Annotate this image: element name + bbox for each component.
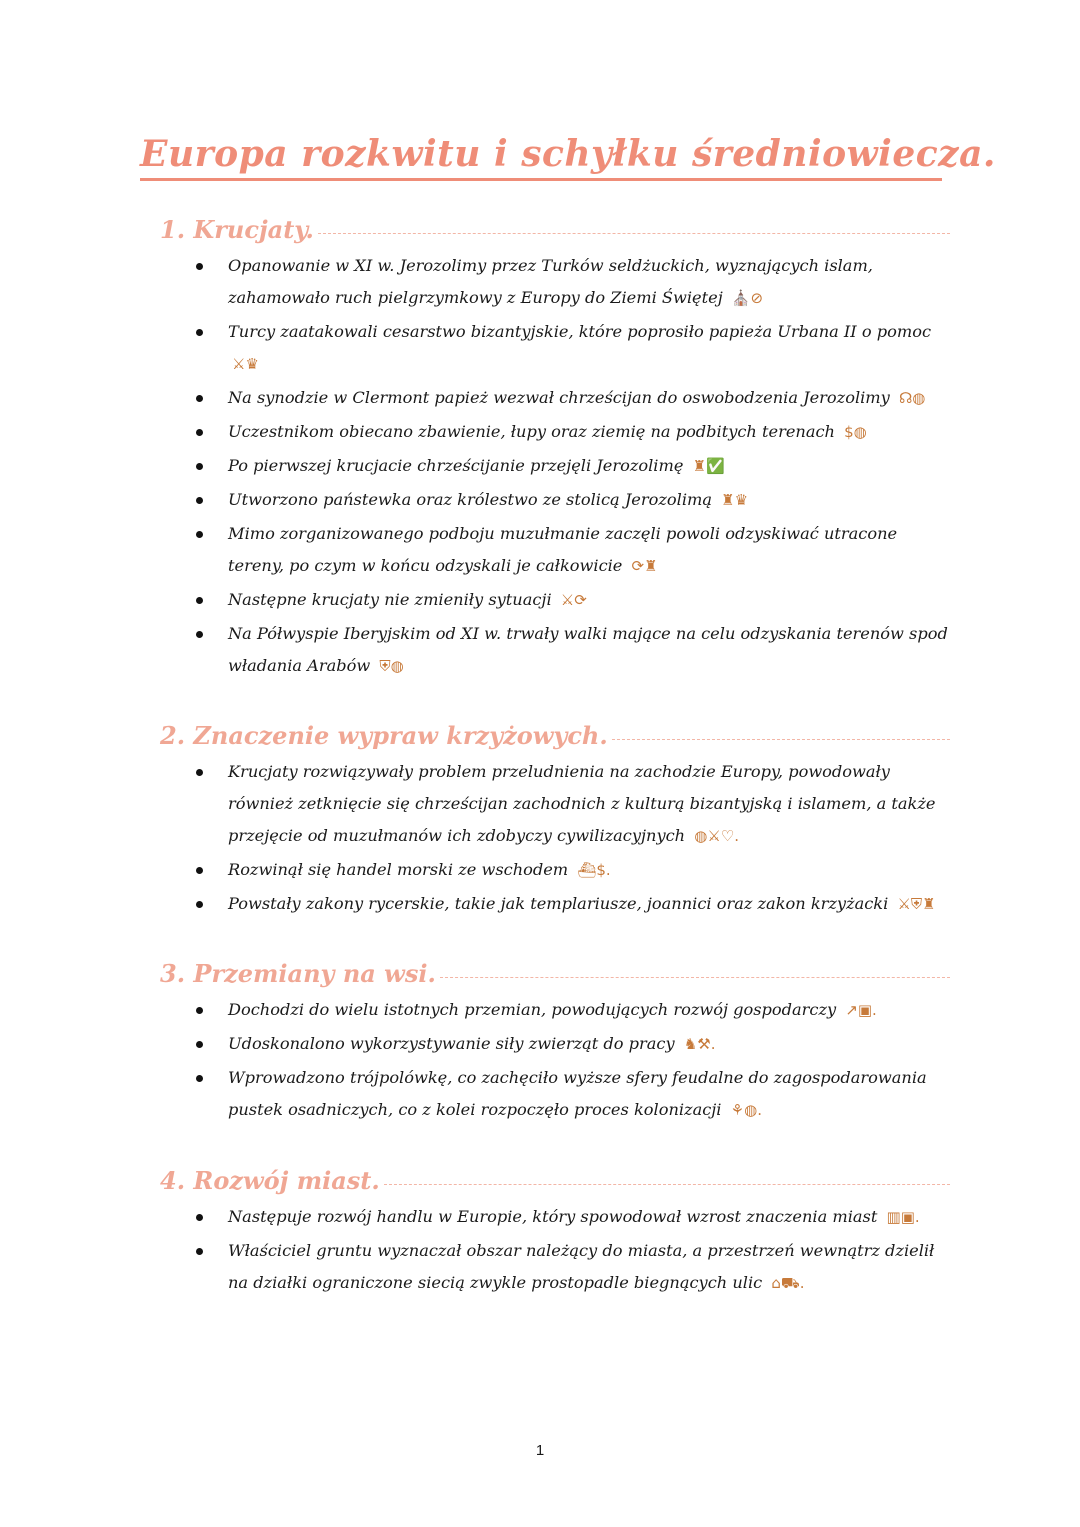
page-number: 1 (535, 1442, 545, 1459)
list-item-text: Uczestnikom obiecano zbawienie, łupy oraz ziemię na podbitych terenach (228, 422, 835, 441)
emoji-icons: ⚔♛ (232, 355, 259, 373)
list-item (160, 1028, 950, 1060)
list-item (160, 416, 950, 448)
emoji-icons: ↗▣. (845, 1001, 877, 1019)
emoji-icons: ⛨◍ (379, 657, 404, 675)
list-item (160, 518, 950, 582)
list-item (160, 618, 950, 682)
section-heading (160, 718, 950, 752)
list-item-text: Opanowanie w XI w. Jerozolimy przez Turków seldżuckich, wyznających islam, zahamowało ruch pielgrzymkowy z Europy do Ziemi Świętej (228, 256, 873, 307)
bullet-dot-icon (196, 429, 203, 436)
list-item (160, 382, 950, 414)
list-item (160, 1235, 950, 1299)
section-heading-text: 1. Krucjaty. (160, 214, 314, 244)
list-item-text: Następuje rozwój handlu w Europie, który spowodował wzrost znaczenia miast (228, 1207, 878, 1226)
emoji-icons: ♜♛ (721, 491, 749, 509)
bullet-dot-icon (196, 497, 203, 504)
list-item-text: Powstały zakony rycerskie, takie jak templariusze, joannici oraz zakon krzyżacki (228, 894, 889, 913)
list-item-text: Turcy zaatakowali cesarstwo bizantyjskie, które poprosiło papieża Urbana II o pomoc (228, 322, 932, 341)
list-item-text: Rozwinął się handel morski ze wschodem (228, 860, 569, 879)
list-item-text: Na synodzie w Clermont papież wezwał chrześcijan do oswobodzenia Jerozolimy (228, 388, 890, 407)
list-item-text: Udoskonalono wykorzystywanie siły zwierząt do pracy (228, 1034, 675, 1053)
list-item-text: Następne krucjaty nie zmieniły sytuacji (228, 590, 552, 609)
section-heading (160, 1163, 950, 1197)
section-heading-text: 3. Przemiany na wsi. (160, 958, 436, 988)
list-item (160, 756, 950, 852)
bullet-dot-icon (196, 395, 203, 402)
bullet-list (160, 994, 950, 1126)
heading-dashed-line (440, 977, 950, 978)
bullet-dot-icon (196, 463, 203, 470)
emoji-icons: ▥▣. (886, 1208, 920, 1226)
bullet-dot-icon (196, 631, 203, 638)
section-heading-text: 2. Znaczenie wypraw krzyżowych. (160, 720, 608, 750)
bullet-dot-icon (196, 597, 203, 604)
document-title: Europa rozkwitu i schyłku średniowiecza. (140, 133, 996, 175)
emoji-icons: ♞⚒. (683, 1035, 716, 1053)
section-heading-text: 4. Rozwój miast. (160, 1165, 380, 1195)
list-item (160, 888, 950, 920)
list-item (160, 450, 950, 482)
heading-dashed-line (384, 1184, 950, 1185)
emoji-icons: ⌂⛟. (771, 1274, 805, 1292)
list-item-text: Wprowadzono trójpolówkę, co zachęciło wyższe sfery feudalne do zagospodarowania pustek osadniczych, co z kolei rozpoczęło proces kolonizacji (228, 1068, 927, 1119)
section-krucjaty (160, 212, 950, 684)
list-item (160, 250, 950, 314)
list-item-text: Po pierwszej krucjacie chrześcijanie przejęli Jerozolimę (228, 456, 684, 475)
bullet-list (160, 250, 950, 682)
list-item (160, 584, 950, 616)
title-underline (140, 178, 942, 181)
list-item-text: Właściciel gruntu wyznaczał obszar należący do miasta, a przestrzeń wewnątrz dzielił na działki ograniczone siecią zwykle prostopadle biegnących ulic (228, 1241, 935, 1292)
bullet-dot-icon (196, 1075, 203, 1082)
emoji-icons: ⛴$. (577, 861, 611, 879)
list-item-text: Na Półwyspie Iberyjskim od XI w. trwały walki mające na celu odzyskania terenów spod władania Arabów (228, 624, 948, 675)
emoji-icons: ◍⚔♡. (694, 827, 740, 845)
list-item (160, 484, 950, 516)
emoji-icons: ⛪⊘ (731, 289, 764, 307)
bullet-dot-icon (196, 531, 203, 538)
list-item-text: Dochodzi do wielu istotnych przemian, powodujących rozwój gospodarczy (228, 1000, 837, 1019)
bullet-dot-icon (196, 769, 203, 776)
list-item (160, 316, 950, 380)
section-heading (160, 212, 950, 246)
bullet-dot-icon (196, 1007, 203, 1014)
section-heading (160, 956, 950, 990)
section-znaczenie-wypraw (160, 718, 950, 922)
emoji-icons: ☊◍ (898, 389, 926, 407)
heading-dashed-line (318, 233, 950, 234)
bullet-dot-icon (196, 1041, 203, 1048)
bullet-dot-icon (196, 901, 203, 908)
section-przemiany-na-wsi (160, 956, 950, 1128)
emoji-icons: ⚔⛨♜ (897, 895, 936, 913)
emoji-icons: $◍ (844, 423, 867, 441)
list-item (160, 1062, 950, 1126)
list-item (160, 1201, 950, 1233)
list-item (160, 994, 950, 1026)
emoji-icons: ⚔⟳ (560, 591, 587, 609)
bullet-list (160, 756, 950, 920)
emoji-icons: ⚘◍. (730, 1101, 762, 1119)
bullet-dot-icon (196, 867, 203, 874)
bullet-dot-icon (196, 263, 203, 270)
bullet-dot-icon (196, 329, 203, 336)
bullet-dot-icon (196, 1214, 203, 1221)
bullet-list (160, 1201, 950, 1299)
list-item-text: Krucjaty rozwiązywały problem przeludnienia na zachodzie Europy, powodowały również zetknięcie się chrześcijan zachodnich z kulturą bizantyjską i islamem, a także przejęcie od muzułmanów ich zdobyczy cywilizacyjnych (228, 762, 936, 845)
list-item (160, 854, 950, 886)
emoji-icons: ⟳♜ (631, 557, 658, 575)
list-item-text: Utworzono państewka oraz królestwo ze stolicą Jerozolimą (228, 490, 712, 509)
heading-dashed-line (612, 739, 950, 740)
section-rozwoj-miast (160, 1163, 950, 1301)
emoji-icons: ♜✅ (692, 457, 725, 475)
list-item-text: Mimo zorganizowanego podboju muzułmanie zaczęli powoli odzyskiwać utracone tereny, po czym w końcu odzyskali je całkowicie (228, 524, 898, 575)
bullet-dot-icon (196, 1248, 203, 1255)
